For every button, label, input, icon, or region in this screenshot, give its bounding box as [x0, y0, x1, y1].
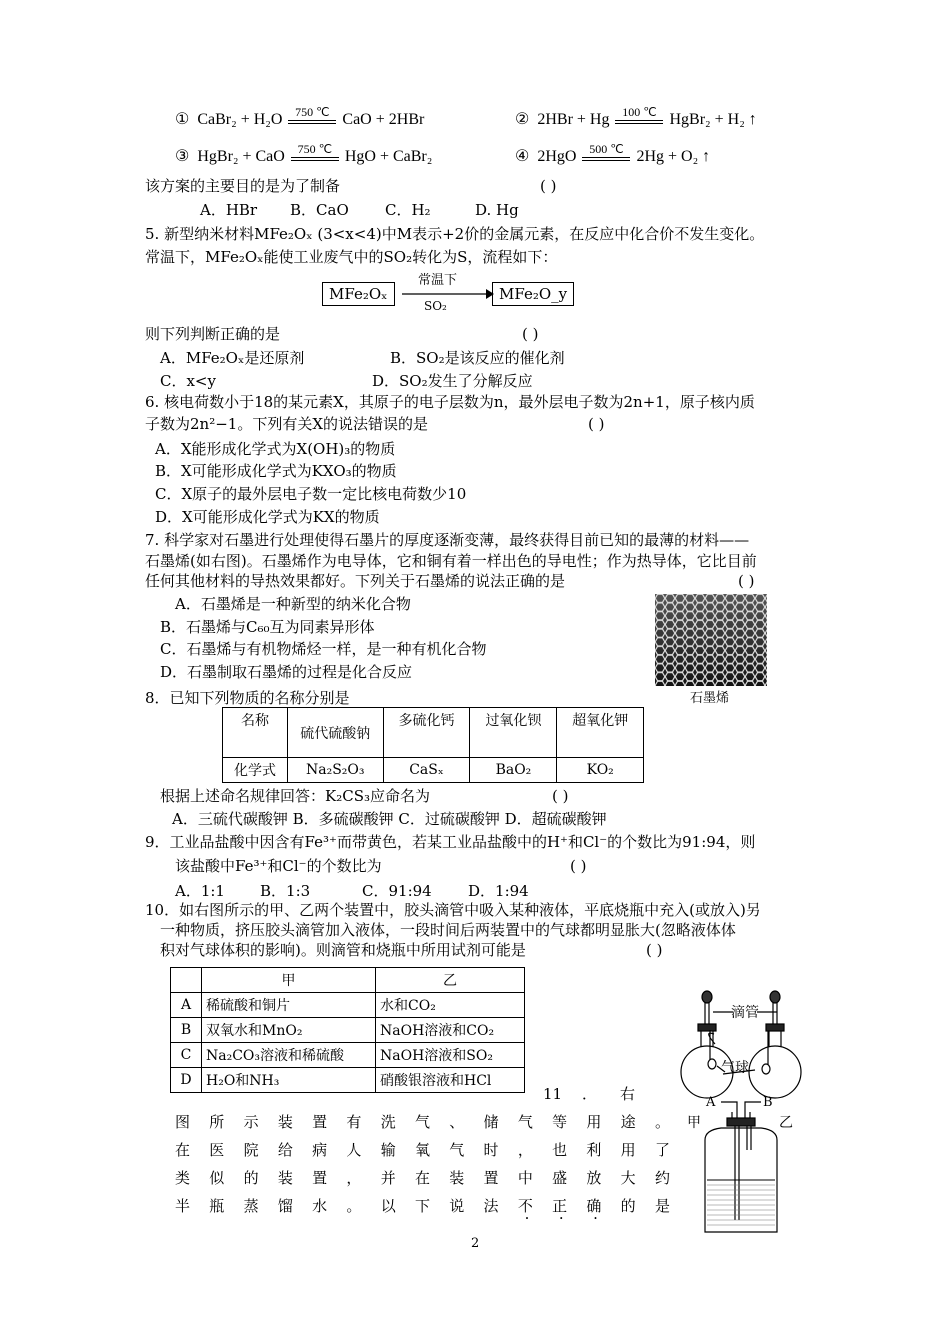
q9-option-d: D．1:94 [468, 882, 529, 900]
q4-option-b: B．CaO [290, 201, 349, 219]
table-cell [171, 968, 202, 993]
table-cell: NaOH溶液和CO₂ [376, 1018, 525, 1043]
q8-ask: 根据上述命名规律回答：K₂CS₃应命名为 [160, 787, 430, 805]
q5-option-b: B．SO₂是该反应的催化剂 [390, 349, 565, 367]
table-cell: 稀硫酸和铜片 [202, 993, 376, 1018]
table-cell: Na₂CO₃溶液和稀硫酸 [202, 1043, 376, 1068]
flask-yi-label: 乙 [779, 1115, 793, 1131]
q11-line4: 半 瓶 蒸 馏 水 。 以 下 说 法 不 · 正 · 确 · 的 是 [175, 1196, 670, 1216]
table-cell: B [171, 1018, 202, 1043]
q5-line2: 常温下，MFe₂Oₓ能使工业废气中的SO₂转化为S，流程如下： [145, 248, 558, 266]
q7-line2: 石墨烯(如右图)。石墨烯作为电导体，它和铜有着一样出色的导电性；作为热导体，它比目前 [145, 552, 757, 570]
reaction-2-reactants: 2HBr + Hg [537, 111, 610, 128]
table-cell: CaSₓ [383, 758, 470, 783]
q7-paren: ( ) [738, 572, 755, 590]
graphene-caption: 石墨烯 [690, 691, 730, 706]
flask-a-label: A [706, 1095, 716, 1110]
flow-start-box: MFe₂Oₓ [322, 282, 395, 306]
flask-b-label: B [763, 1095, 773, 1110]
reaction-3-products: HgO + CaBr₂ [344, 148, 433, 165]
q4-option-d: D. Hg [475, 201, 519, 219]
table-cell: 多硫化钙 [383, 708, 470, 758]
q4-option-c: C．H₂ [385, 201, 431, 219]
q10-line3: 积对气球体积的影响)。则滴管和烧瓶中所用试剂可能是 [160, 941, 526, 959]
q7-option-a: A．石墨烯是一种新型的纳米化合物 [175, 595, 411, 613]
reaction-3-reactants: HgBr₂ + CaO [197, 148, 285, 165]
q6-paren: ( ) [588, 415, 605, 433]
q5-stem: 则下列判断正确的是 [145, 325, 281, 343]
q5-line1: 5. 新型纳米材料MFe₂Oₓ (3<x<4)中M表示+2价的金属元素，在反应中化合价不发生变化。 [145, 225, 765, 243]
q10-table [170, 967, 525, 1093]
q8-table [222, 707, 644, 783]
q6-option-a: A．X能形成化学式为X(OH)₃的物质 [155, 440, 396, 458]
q8-stem: 8．已知下列物质的名称分别是 [145, 689, 350, 707]
q9-paren: ( ) [570, 857, 587, 875]
q11-right: 右 [620, 1085, 636, 1103]
table-cell: 水和CO₂ [376, 993, 525, 1018]
table-row [171, 1043, 525, 1068]
reaction-1-reactants: CaBr₂ + H₂O [197, 111, 283, 128]
q4-paren: ( ) [540, 177, 557, 195]
table-cell: 过氧化钡 [470, 708, 557, 758]
q4-stem: 该方案的主要目的是为了制备 [145, 177, 341, 195]
q8-paren: ( ) [552, 787, 569, 805]
page-number: 2 [471, 1236, 480, 1251]
q11-line3: 类 似 的 装 置 ， 并 在 装 置 中 盛 放 大 约 [175, 1169, 670, 1187]
flask-jia-label: 甲 [687, 1115, 701, 1131]
reaction-4-products: 2Hg + O₂ ↑ [636, 148, 711, 165]
q10-line1: 10．如右图所示的甲、乙两个装置中，胶头滴管中吸入某种液体，平底烧瓶中充入(或放入)另 [145, 901, 761, 919]
q9-option-a: A．1:1 [175, 882, 225, 900]
q4-option-a: A．HBr [200, 201, 258, 219]
q7-line3: 任何其他材料的导热效果都好。下列关于石墨烯的说法正确的是 [145, 572, 566, 590]
table-cell: 双氧水和MnO₂ [202, 1018, 376, 1043]
table-row [171, 1018, 525, 1043]
table-cell: H₂O和NH₃ [202, 1068, 376, 1093]
reaction-4: ④ 2HgO 500 ℃ 2Hg + O₂ ↑ [515, 147, 710, 167]
table-cell: 硫代硫酸钠 [287, 708, 383, 758]
reaction-2-products: HgBr₂ + H₂ ↑ [669, 111, 757, 128]
reaction-arrow: 750 ℃ [289, 147, 341, 167]
q6-option-d: D．X可能形成化学式为KX的物质 [155, 508, 380, 526]
q8-options: A．三硫代碳酸钾 B．多硫碳酸钾 C．过硫碳酸钾 D．超硫碳酸钾 [172, 810, 607, 828]
graphene-image [655, 594, 767, 686]
q6-line2: 子数为2n²−1。下列有关X的说法错误的是 [145, 415, 429, 433]
reaction-1: ① CaBr₂ + H₂O 750 ℃ CaO + 2HBr [175, 110, 424, 130]
q5-option-c: C．x<y [160, 372, 216, 390]
table-cell: 乙 [376, 968, 525, 993]
reaction-arrow: 500 ℃ [580, 147, 632, 167]
q11-number: 11 [543, 1085, 563, 1103]
q5-option-d: D．SO₂发生了分解反应 [372, 372, 533, 390]
table-cell: C [171, 1043, 202, 1068]
table-row [223, 708, 644, 758]
dropper-label: 滴管 [731, 1005, 759, 1021]
table-cell: Na₂S₂O₃ [287, 758, 383, 783]
flow-end-box: MFe₂O_y [492, 282, 574, 306]
q7-option-d: D．石墨制取石墨烯的过程是化合反应 [160, 663, 413, 681]
balloon-label: 气球 [721, 1060, 749, 1076]
q6-option-c: C．X原子的最外层电子数一定比核电荷数少10 [155, 485, 467, 503]
table-cell: A [171, 993, 202, 1018]
table-cell: NaOH溶液和SO₂ [376, 1043, 525, 1068]
table-cell: 化学式 [223, 758, 288, 783]
table-row [171, 993, 525, 1018]
reaction-arrow: 100 ℃ [613, 110, 665, 130]
table-row [223, 758, 644, 783]
reaction-1-products: CaO + 2HBr [342, 111, 425, 128]
table-cell: 名称 [223, 708, 288, 758]
q11-line1: 图 所 示 装 置 有 洗 气 、 储 气 等 用 途 。 [175, 1113, 670, 1131]
table-cell: 硝酸银溶液和HCl [376, 1068, 525, 1093]
q11-dot: ． [582, 1085, 598, 1103]
q10-paren: ( ) [646, 941, 663, 959]
table-cell: KO₂ [557, 758, 644, 783]
q11-line2: 在 医 院 给 病 人 输 氧 气 时 ， 也 利 用 了 [175, 1141, 670, 1159]
reaction-2: ② 2HBr + Hg 100 ℃ HgBr₂ + H₂ ↑ [515, 110, 757, 130]
table-cell: 超氧化钾 [557, 708, 644, 758]
q6-line1: 6. 核电荷数小于18的某元素X，其原子的电子层数为n，最外层电子数为2n+1，原子核内质 [145, 393, 755, 411]
table-row [171, 968, 525, 993]
q7-option-c: C．石墨烯与有机物烯烃一样，是一种有机化合物 [160, 640, 487, 658]
q6-option-b: B．X可能形成化学式为KXO₃的物质 [155, 462, 397, 480]
reaction-4-reactants: 2HgO [537, 148, 577, 165]
table-cell: D [171, 1068, 202, 1093]
reaction-3: ③ HgBr₂ + CaO 750 ℃ HgO + CaBr₂ [175, 147, 432, 167]
q9-line2: 该盐酸中Fe³⁺和Cl⁻的个数比为 [175, 857, 382, 875]
q7-option-b: B．石墨烯与C₆₀互为同素异形体 [160, 618, 375, 636]
reaction-arrow: 750 ℃ [286, 110, 338, 130]
flow-condition-above: 常温下 [418, 273, 458, 288]
q7-line1: 7. 科学家对石墨进行处理使得石墨片的厚度逐渐变薄，最终获得目前已知的最薄的材料—— [145, 531, 750, 549]
flow-arrow [400, 286, 495, 302]
q9-option-c: C．91:94 [362, 882, 432, 900]
table-row [171, 1068, 525, 1093]
q9-line1: 9．工业品盐酸中因含有Fe³⁺而带黄色，若某工业品盐酸中的H⁺和Cl⁻的个数比为91:94，则 [145, 833, 756, 851]
q5-option-a: A．MFe₂Oₓ是还原剂 [160, 349, 305, 367]
flow-condition-below: SO₂ [424, 299, 447, 313]
q5-paren: ( ) [522, 325, 539, 343]
table-cell: BaO₂ [470, 758, 557, 783]
q9-option-b: B．1:3 [260, 882, 311, 900]
q10-line2: 一种物质，挤压胶头滴管加入液体，一段时间后两装置中的气球都明显胀大(忽略液体体 [160, 921, 736, 939]
table-cell: 甲 [202, 968, 376, 993]
